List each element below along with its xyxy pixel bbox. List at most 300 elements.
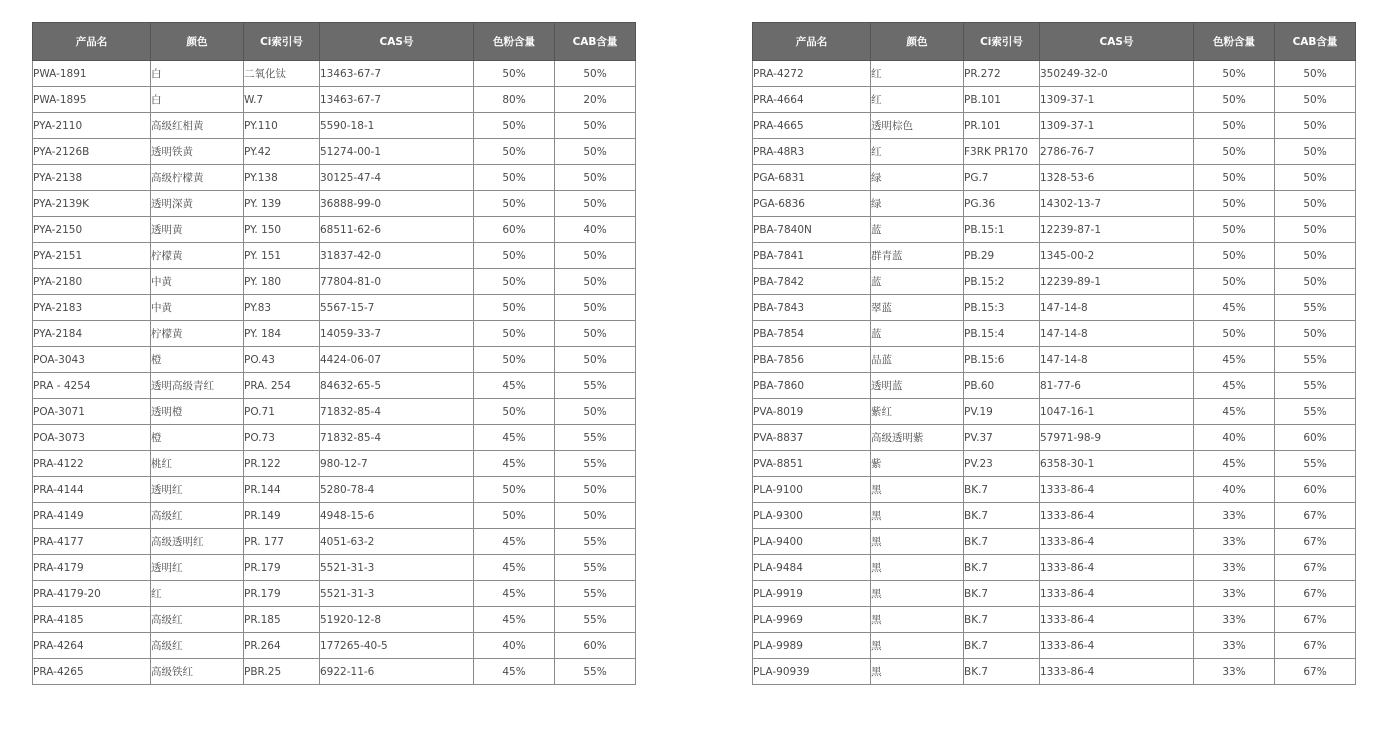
table-row [33, 269, 636, 295]
ci-index-cell: PR.149 [244, 503, 320, 529]
ci-index-cell: PY. 180 [244, 269, 320, 295]
ci-index-cell: PR.144 [244, 477, 320, 503]
table-row [753, 633, 1356, 659]
cab-content-cell: 60% [1275, 425, 1356, 451]
table-row [33, 555, 636, 581]
table-row [33, 659, 636, 685]
color-cell: 透明蓝 [871, 373, 964, 399]
pigment-content-cell: 40% [474, 633, 555, 659]
pigment-content-cell: 50% [474, 295, 555, 321]
table-row [753, 503, 1356, 529]
ci-index-cell: PR.179 [244, 555, 320, 581]
product-name-cell: PVA-8837 [753, 425, 871, 451]
ci-index-cell: PR.101 [964, 113, 1040, 139]
product-name-cell: PRA-4122 [33, 451, 151, 477]
cab-content-cell: 67% [1275, 581, 1356, 607]
ci-index-cell: BK.7 [964, 477, 1040, 503]
pigment-content-cell: 33% [1194, 529, 1275, 555]
ci-index-cell: PR.122 [244, 451, 320, 477]
cab-content-cell: 50% [555, 113, 636, 139]
cab-content-cell: 50% [555, 295, 636, 321]
product-name-cell: PGA-6831 [753, 165, 871, 191]
table-row [753, 581, 1356, 607]
ci-index-cell: BK.7 [964, 581, 1040, 607]
cab-content-cell: 55% [555, 425, 636, 451]
pigment-content-cell: 50% [1194, 191, 1275, 217]
table-row [33, 633, 636, 659]
product-name-cell: PLA-90939 [753, 659, 871, 685]
cab-content-cell: 55% [555, 373, 636, 399]
cab-content-cell: 50% [1275, 243, 1356, 269]
pigment-content-cell: 45% [474, 659, 555, 685]
pigment-content-cell: 45% [474, 555, 555, 581]
pigment-content-cell: 50% [474, 113, 555, 139]
table-row [753, 425, 1356, 451]
cas-number-cell: 5521-31-3 [320, 581, 474, 607]
cas-number-cell: 5590-18-1 [320, 113, 474, 139]
product-name-cell: PLA-9989 [753, 633, 871, 659]
ci-index-cell: PY.110 [244, 113, 320, 139]
table-row [753, 61, 1356, 87]
cas-number-cell: 4424-06-07 [320, 347, 474, 373]
ci-index-cell: PR. 177 [244, 529, 320, 555]
color-cell: 透明高级青红 [151, 373, 244, 399]
table-row [753, 87, 1356, 113]
column-header-cas: CAS号 [320, 23, 474, 61]
pigment-content-cell: 33% [1194, 607, 1275, 633]
cas-number-cell: 81-77-6 [1040, 373, 1194, 399]
color-cell: 黑 [871, 581, 964, 607]
pigment-content-cell: 50% [1194, 61, 1275, 87]
cas-number-cell: 1345-00-2 [1040, 243, 1194, 269]
table-row [753, 295, 1356, 321]
table-row [33, 217, 636, 243]
table-row [33, 87, 636, 113]
ci-index-cell: PY.42 [244, 139, 320, 165]
cab-content-cell: 50% [555, 321, 636, 347]
color-cell: 中黄 [151, 269, 244, 295]
product-name-cell: PLA-9400 [753, 529, 871, 555]
pigment-content-cell: 50% [474, 399, 555, 425]
ci-index-cell: PR.272 [964, 61, 1040, 87]
cab-content-cell: 60% [555, 633, 636, 659]
cas-number-cell: 1047-16-1 [1040, 399, 1194, 425]
ci-index-cell: PO.71 [244, 399, 320, 425]
ci-index-cell: PB.60 [964, 373, 1040, 399]
pigment-content-cell: 45% [1194, 295, 1275, 321]
ci-index-cell: BK.7 [964, 555, 1040, 581]
cab-content-cell: 55% [1275, 399, 1356, 425]
pigment-content-cell: 50% [474, 191, 555, 217]
pigment-content-cell: 40% [1194, 477, 1275, 503]
pigment-content-cell: 33% [1194, 659, 1275, 685]
pigment-content-cell: 45% [474, 581, 555, 607]
cas-number-cell: 77804-81-0 [320, 269, 474, 295]
color-cell: 黑 [871, 555, 964, 581]
product-name-cell: PLA-9919 [753, 581, 871, 607]
table-row [33, 165, 636, 191]
cab-content-cell: 55% [555, 555, 636, 581]
ci-index-cell: PB.15:4 [964, 321, 1040, 347]
table-row [753, 555, 1356, 581]
cab-content-cell: 55% [1275, 295, 1356, 321]
pigment-content-cell: 50% [474, 269, 555, 295]
product-name-cell: PRA-4149 [33, 503, 151, 529]
color-cell: 品蓝 [871, 347, 964, 373]
product-name-cell: PYA-2180 [33, 269, 151, 295]
color-cell: 黑 [871, 529, 964, 555]
color-cell: 高级红 [151, 633, 244, 659]
color-cell: 翠蓝 [871, 295, 964, 321]
table-row [753, 217, 1356, 243]
color-cell: 橙 [151, 347, 244, 373]
color-cell: 高级红 [151, 503, 244, 529]
ci-index-cell: BK.7 [964, 659, 1040, 685]
pigment-content-cell: 45% [1194, 347, 1275, 373]
pigment-content-cell: 50% [1194, 87, 1275, 113]
pigment-content-cell: 33% [1194, 633, 1275, 659]
pigment-content-cell: 33% [1194, 581, 1275, 607]
ci-index-cell: PBR.25 [244, 659, 320, 685]
ci-index-cell: 二氧化钛 [244, 61, 320, 87]
product-name-cell: PBA-7842 [753, 269, 871, 295]
cab-content-cell: 67% [1275, 659, 1356, 685]
cab-content-cell: 50% [555, 165, 636, 191]
cab-content-cell: 50% [1275, 191, 1356, 217]
cas-number-cell: 84632-65-5 [320, 373, 474, 399]
cas-number-cell: 1309-37-1 [1040, 113, 1194, 139]
product-name-cell: PRA-4272 [753, 61, 871, 87]
color-cell: 紫红 [871, 399, 964, 425]
color-cell: 红 [871, 87, 964, 113]
cab-content-cell: 55% [1275, 347, 1356, 373]
ci-index-cell: BK.7 [964, 529, 1040, 555]
product-name-cell: PBA-7860 [753, 373, 871, 399]
column-header-cab-content: CAB含量 [555, 23, 636, 61]
cab-content-cell: 55% [555, 451, 636, 477]
cab-content-cell: 50% [555, 191, 636, 217]
cas-number-cell: 1333-86-4 [1040, 633, 1194, 659]
cab-content-cell: 60% [1275, 477, 1356, 503]
ci-index-cell: PV.37 [964, 425, 1040, 451]
cab-content-cell: 55% [555, 659, 636, 685]
table-row [33, 581, 636, 607]
pigment-content-cell: 50% [474, 139, 555, 165]
color-cell: 桃红 [151, 451, 244, 477]
color-cell: 透明铁黄 [151, 139, 244, 165]
column-header-product-name: 产品名 [753, 23, 871, 61]
cab-content-cell: 55% [555, 581, 636, 607]
pigment-content-cell: 50% [474, 321, 555, 347]
table-row [33, 373, 636, 399]
ci-index-cell: PY. 151 [244, 243, 320, 269]
color-cell: 红 [871, 61, 964, 87]
cab-content-cell: 67% [1275, 503, 1356, 529]
product-name-cell: PRA-48R3 [753, 139, 871, 165]
product-name-cell: PLA-9100 [753, 477, 871, 503]
cas-number-cell: 6358-30-1 [1040, 451, 1194, 477]
cas-number-cell: 4948-15-6 [320, 503, 474, 529]
table-row [753, 399, 1356, 425]
product-name-cell: PYA-2126B [33, 139, 151, 165]
color-cell: 透明橙 [151, 399, 244, 425]
color-cell: 群青蓝 [871, 243, 964, 269]
cas-number-cell: 51920-12-8 [320, 607, 474, 633]
ci-index-cell: PB.15:6 [964, 347, 1040, 373]
table-row [753, 113, 1356, 139]
product-name-cell: PRA - 4254 [33, 373, 151, 399]
cas-number-cell: 980-12-7 [320, 451, 474, 477]
color-cell: 高级红 [151, 607, 244, 633]
cab-content-cell: 55% [555, 607, 636, 633]
cas-number-cell: 13463-67-7 [320, 87, 474, 113]
pigment-content-cell: 50% [1194, 113, 1275, 139]
product-spec-table-right [752, 22, 1356, 685]
product-name-cell: PGA-6836 [753, 191, 871, 217]
color-cell: 透明黄 [151, 217, 244, 243]
color-cell: 高级铁红 [151, 659, 244, 685]
product-name-cell: PRA-4144 [33, 477, 151, 503]
pigment-content-cell: 80% [474, 87, 555, 113]
table-row [33, 451, 636, 477]
ci-index-cell: PR.185 [244, 607, 320, 633]
table-row [33, 503, 636, 529]
color-cell: 紫 [871, 451, 964, 477]
cas-number-cell: 1333-86-4 [1040, 555, 1194, 581]
table-row [33, 113, 636, 139]
pigment-content-cell: 50% [1194, 217, 1275, 243]
ci-index-cell: PY. 184 [244, 321, 320, 347]
ci-index-cell: PV.23 [964, 451, 1040, 477]
color-cell: 黑 [871, 633, 964, 659]
color-cell: 透明深黄 [151, 191, 244, 217]
ci-index-cell: BK.7 [964, 607, 1040, 633]
cab-content-cell: 50% [555, 61, 636, 87]
column-header-color: 颜色 [871, 23, 964, 61]
table-header-row [753, 23, 1356, 61]
pigment-content-cell: 50% [474, 61, 555, 87]
ci-index-cell: PG.36 [964, 191, 1040, 217]
product-name-cell: PYA-2183 [33, 295, 151, 321]
cas-number-cell: 1309-37-1 [1040, 87, 1194, 113]
pigment-content-cell: 60% [474, 217, 555, 243]
product-name-cell: PYA-2150 [33, 217, 151, 243]
cas-number-cell: 5280-78-4 [320, 477, 474, 503]
cab-content-cell: 50% [1275, 113, 1356, 139]
cab-content-cell: 50% [1275, 321, 1356, 347]
color-cell: 黑 [871, 607, 964, 633]
product-spec-table-left [32, 22, 636, 685]
product-name-cell: PYA-2151 [33, 243, 151, 269]
cab-content-cell: 67% [1275, 529, 1356, 555]
cas-number-cell: 14059-33-7 [320, 321, 474, 347]
cas-number-cell: 147-14-8 [1040, 321, 1194, 347]
cab-content-cell: 55% [1275, 451, 1356, 477]
table-row [753, 139, 1356, 165]
cas-number-cell: 147-14-8 [1040, 347, 1194, 373]
cas-number-cell: 68511-62-6 [320, 217, 474, 243]
product-name-cell: PWA-1895 [33, 87, 151, 113]
ci-index-cell: BK.7 [964, 503, 1040, 529]
cas-number-cell: 5521-31-3 [320, 555, 474, 581]
color-cell: 白 [151, 87, 244, 113]
column-header-cab-content: CAB含量 [1275, 23, 1356, 61]
color-cell: 绿 [871, 165, 964, 191]
color-cell: 蓝 [871, 269, 964, 295]
cas-number-cell: 1333-86-4 [1040, 477, 1194, 503]
color-cell: 中黄 [151, 295, 244, 321]
cas-number-cell: 1333-86-4 [1040, 581, 1194, 607]
cab-content-cell: 40% [555, 217, 636, 243]
pigment-content-cell: 45% [1194, 451, 1275, 477]
table-row [33, 607, 636, 633]
cab-content-cell: 55% [555, 529, 636, 555]
cas-number-cell: 12239-89-1 [1040, 269, 1194, 295]
pigment-content-cell: 45% [474, 529, 555, 555]
product-name-cell: PVA-8019 [753, 399, 871, 425]
cab-content-cell: 50% [1275, 165, 1356, 191]
column-header-ci-index: Ci索引号 [964, 23, 1040, 61]
cas-number-cell: 147-14-8 [1040, 295, 1194, 321]
table-row [33, 529, 636, 555]
pigment-content-cell: 45% [1194, 399, 1275, 425]
cab-content-cell: 50% [555, 477, 636, 503]
cab-content-cell: 50% [1275, 139, 1356, 165]
table-header-row [33, 23, 636, 61]
table-row [33, 139, 636, 165]
cab-content-cell: 50% [555, 269, 636, 295]
ci-index-cell: PB.101 [964, 87, 1040, 113]
color-cell: 透明红 [151, 477, 244, 503]
pigment-content-cell: 33% [1194, 503, 1275, 529]
column-header-cas: CAS号 [1040, 23, 1194, 61]
pigment-content-cell: 45% [474, 425, 555, 451]
cas-number-cell: 177265-40-5 [320, 633, 474, 659]
product-name-cell: PRA-4177 [33, 529, 151, 555]
ci-index-cell: BK.7 [964, 633, 1040, 659]
pigment-content-cell: 50% [1194, 321, 1275, 347]
color-cell: 黑 [871, 659, 964, 685]
column-header-product-name: 产品名 [33, 23, 151, 61]
pigment-content-cell: 45% [474, 373, 555, 399]
table-row [753, 321, 1356, 347]
color-cell: 透明棕色 [871, 113, 964, 139]
ci-index-cell: PY. 139 [244, 191, 320, 217]
product-name-cell: PRA-4179 [33, 555, 151, 581]
cas-number-cell: 71832-85-4 [320, 425, 474, 451]
ci-index-cell: PB.15:3 [964, 295, 1040, 321]
column-header-ci-index: Ci索引号 [244, 23, 320, 61]
table-body-left [33, 61, 636, 685]
ci-index-cell: PB.29 [964, 243, 1040, 269]
cas-number-cell: 57971-98-9 [1040, 425, 1194, 451]
product-name-cell: PBA-7856 [753, 347, 871, 373]
ci-index-cell: W.7 [244, 87, 320, 113]
color-cell: 红 [151, 581, 244, 607]
product-name-cell: PRA-4665 [753, 113, 871, 139]
ci-index-cell: PB.15:2 [964, 269, 1040, 295]
product-name-cell: PYA-2184 [33, 321, 151, 347]
color-cell: 高级透明红 [151, 529, 244, 555]
ci-index-cell: PO.73 [244, 425, 320, 451]
product-name-cell: POA-3043 [33, 347, 151, 373]
ci-index-cell: PY. 150 [244, 217, 320, 243]
table-row [753, 373, 1356, 399]
table-row [753, 451, 1356, 477]
pigment-content-cell: 50% [1194, 243, 1275, 269]
table-row [753, 529, 1356, 555]
table-row [33, 243, 636, 269]
color-cell: 绿 [871, 191, 964, 217]
product-name-cell: PRA-4265 [33, 659, 151, 685]
table-body-right [753, 61, 1356, 685]
cas-number-cell: 51274-00-1 [320, 139, 474, 165]
table-row [33, 425, 636, 451]
cab-content-cell: 50% [555, 347, 636, 373]
ci-index-cell: PG.7 [964, 165, 1040, 191]
color-cell: 橙 [151, 425, 244, 451]
column-header-color: 颜色 [151, 23, 244, 61]
color-cell: 蓝 [871, 217, 964, 243]
table-row [33, 399, 636, 425]
color-cell: 红 [871, 139, 964, 165]
product-name-cell: PLA-9300 [753, 503, 871, 529]
product-name-cell: PRA-4185 [33, 607, 151, 633]
cas-number-cell: 36888-99-0 [320, 191, 474, 217]
table-row [33, 191, 636, 217]
pigment-content-cell: 50% [474, 503, 555, 529]
column-header-pigment-content: 色粉含量 [474, 23, 555, 61]
table-row [33, 347, 636, 373]
product-name-cell: PBA-7841 [753, 243, 871, 269]
cab-content-cell: 50% [555, 243, 636, 269]
cas-number-cell: 1333-86-4 [1040, 607, 1194, 633]
ci-index-cell: PR.179 [244, 581, 320, 607]
table-row [753, 243, 1356, 269]
product-name-cell: PBA-7854 [753, 321, 871, 347]
cas-number-cell: 13463-67-7 [320, 61, 474, 87]
product-name-cell: POA-3073 [33, 425, 151, 451]
ci-index-cell: PB.15:1 [964, 217, 1040, 243]
ci-index-cell: PO.43 [244, 347, 320, 373]
cas-number-cell: 14302-13-7 [1040, 191, 1194, 217]
product-name-cell: PRA-4264 [33, 633, 151, 659]
pigment-content-cell: 45% [474, 607, 555, 633]
color-cell: 黑 [871, 477, 964, 503]
table-row [753, 191, 1356, 217]
cas-number-cell: 2786-76-7 [1040, 139, 1194, 165]
cas-number-cell: 350249-32-0 [1040, 61, 1194, 87]
product-name-cell: PYA-2110 [33, 113, 151, 139]
cas-number-cell: 30125-47-4 [320, 165, 474, 191]
product-name-cell: PLA-9484 [753, 555, 871, 581]
product-name-cell: PBA-7843 [753, 295, 871, 321]
cas-number-cell: 1328-53-6 [1040, 165, 1194, 191]
table-row [753, 659, 1356, 685]
pigment-content-cell: 33% [1194, 555, 1275, 581]
ci-index-cell: PV.19 [964, 399, 1040, 425]
product-name-cell: PLA-9969 [753, 607, 871, 633]
ci-index-cell: PY.83 [244, 295, 320, 321]
table-row [753, 347, 1356, 373]
pigment-content-cell: 50% [474, 347, 555, 373]
pigment-content-cell: 50% [1194, 139, 1275, 165]
cab-content-cell: 50% [1275, 269, 1356, 295]
cas-number-cell: 1333-86-4 [1040, 529, 1194, 555]
table-row [753, 607, 1356, 633]
color-cell: 黑 [871, 503, 964, 529]
table-row [753, 269, 1356, 295]
